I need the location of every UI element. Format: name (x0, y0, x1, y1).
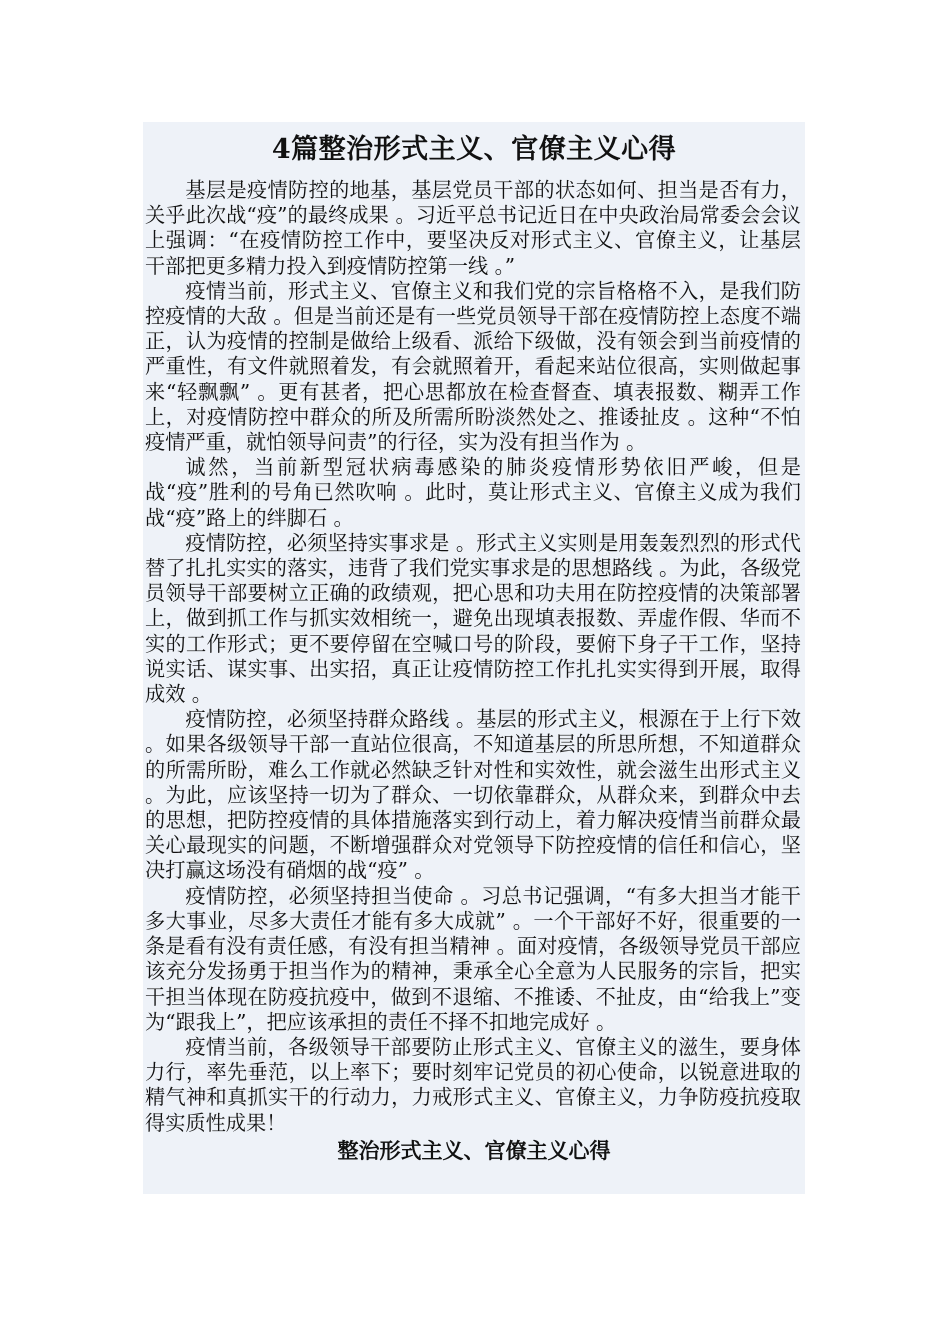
paragraph-2: 疫情当前，形式主义、官僚主义和我们党的宗旨格格不入，是我们防控疫情的大敌 。但是当前还是有一些党员领导干部在疫情防控上态度不端正，认为疫情的控制是做给上级看、派给下级做，没有领会到当前疫情的严重性，有文件就照着发，有会就照着开，看起来站位很高，实则做起事来“轻飘飘” 。更有甚者，把心思都放在检查督查、填表报数、糊弄工作上，对疫情防控中群众的所及所需所盼淡然处之、推诿扯皮 。这种“不怕疫情严重，就怕领导问责”的行径，实为没有担当作为 。 (145, 278, 801, 455)
paragraph-6: 疫情防控，必须坚持担当使命 。习总书记强调，“有多大担当才能干多大事业，尽多大责任才能有多大成就” 。一个干部好不好，很重要的一条是看有没有责任感，有没有担当精神 。面对疫情，各级领导党员干部应该充分发扬勇于担当作为的精神，秉承全心全意为人民服务的宗旨，把实干担当体现在防疫抗疫中，做到不退缩、不推诿、不扯皮，由“给我上”变为“跟我上”，把应该承担的责任不择不扣地完成好 。 (145, 883, 801, 1034)
document-page (143, 122, 805, 1194)
paragraph-7: 疫情当前，各级领导干部要防止形式主义、官僚主义的滋生，要身体力行，率先垂范，以上率下；要时刻牢记党员的初心使命，以锐意进取的精气神和真抓实干的行动力，力戒形式主义、官僚主义，力争防疫抗疫取得实质性成果！ (145, 1034, 801, 1135)
document-title: 4篇整治形式主义、官僚主义心得 (271, 134, 677, 165)
paragraph-3: 诚然，当前新型冠状病毒感染的肺炎疫情形势依旧严峻，但是战“疫”胜利的号角已然吹响 。此时，莫让形式主义、官僚主义成为我们战“疫”路上的绊脚石 。 (145, 455, 801, 530)
paragraph-1: 基层是疫情防控的地基，基层党员干部的状态如何、担当是否有力，关乎此次战“疫”的最终成果 。习近平总书记近日在中央政治局常委会会议上强调：“在疫情防控工作中，要坚决反对形式主义、官僚主义，让基层干部把更多精力投入到疫情防控第一线 。” (145, 178, 801, 278)
paragraph-5: 疫情防控，必须坚持群众路线 。基层的形式主义，根源在于上行下效 。如果各级领导干部一直站位很高，不知道基层的所思所想，不知道群众的所需所盼，难么工作就必然缺乏针对性和实效性，就会滋生出形式主义 。为此，应该坚持一切为了群众、一切依靠群众，从群众来，到群众中去的思想，把防控疫情的具体措施落实到行动上，着力解决疫情当前群众最关心最现实的问题，不断增强群众对党领导下防控疫情的信任和信心，坚决打赢这场没有硝烟的战“疫” 。 (145, 707, 801, 883)
paragraph-4: 疫情防控，必须坚持实事求是 。形式主义实则是用轰轰烈烈的形式代替了扎扎实实的落实，违背了我们党实事求是的思想路线 。为此，各级党员领导干部要树立正确的政绩观，把心思和功夫用在防控疫情的决策部署上，做到抓工作与抓实效相统一，避免出现填表报数、弄虚作假、华而不实的工作形式；更不要停留在空喊口号的阶段，要俯下身子干工作，坚持说实话、谋实事、出实招，真正让疫情防控工作扎扎实实得到开展，取得成效 。 (145, 530, 801, 707)
section-subtitle: 整治形式主义、官僚主义心得 (337, 1137, 611, 1163)
